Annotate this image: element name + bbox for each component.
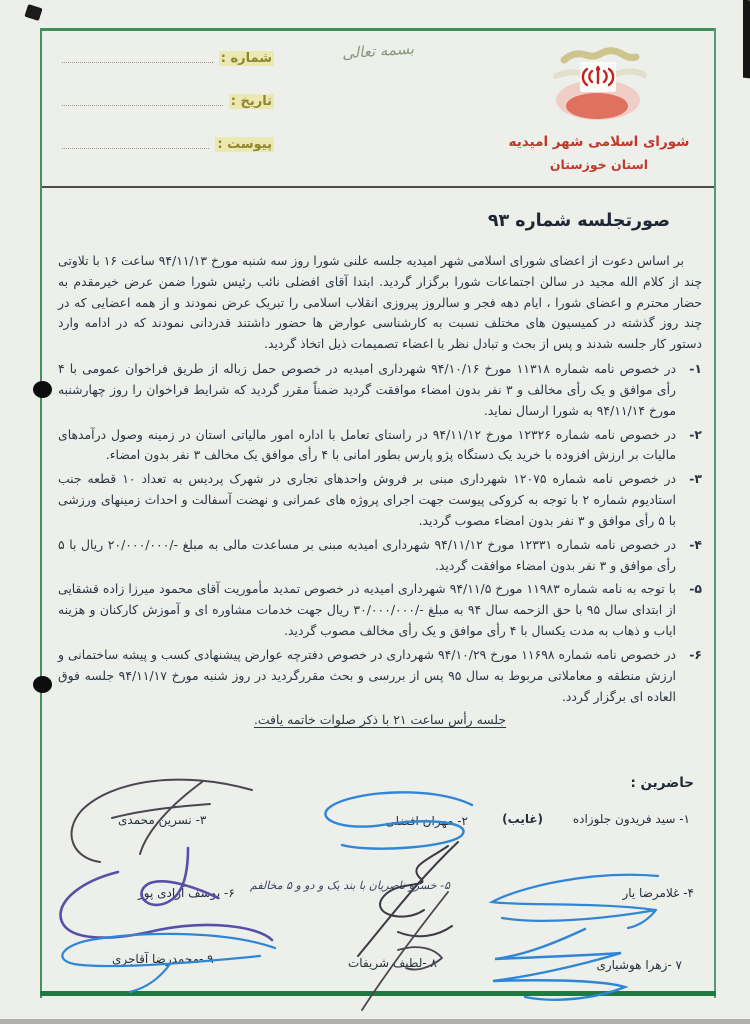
resolution-item-4	[58, 535, 702, 577]
attendee-5-naserian	[250, 879, 450, 892]
item-number: ۱-	[689, 361, 702, 377]
scan-artifact-top-right	[743, 0, 750, 78]
attendee-6-azadipour	[138, 886, 235, 900]
attendee-name: ۱- سید فریدون جلوزاده	[572, 812, 690, 826]
item-text: در خصوص نامه شماره ۱۲۳۳۱ مورخ ۹۴/۱۱/۱۲ شهرداری امیدیه مبنی بر مساعدت مالی به مبلغ -/۲۰/۰۰۰/۰۰۰ ریال با ۵ رأی موافق و ۳ نفر بدون امضاء موافقت گردید.	[58, 536, 677, 573]
frame-bottom-line	[40, 991, 716, 996]
item-number: ۶-	[689, 646, 702, 662]
item-text: در خصوص نامه شماره ۱۱۳۱۸ مورخ ۹۴/۱۰/۱۶ شهرداری امیدیه در خصوص حمل زباله از طریق فراخوان عمومی با ۴ رأی موافق و یک رأی مخالف و ۳ نفر بدون امضاء موافقت گردید ضمناً مقرر گردید که شرایط فراخوان را روز چهارشنبه مورخ ۹۴/۱۱/۱۴ به شورا ارسال نماید.	[58, 361, 676, 418]
item-text: در خصوص نامه شماره ۱۲۰۷۵ شهرداری مبنی بر فروش واحدهای تجاری در شهرک پردیس به تعداد ۱۰ قطعه جنب استادیوم شماره ۲ با توجه به کروکی پیوست جهت اجرای پروژه های عمرانی و نهضت آسفالت و احداث زمینهای ورزشی با ۵ رأی موافق و ۳ نفر بدون امضاء مصوب گردید.	[58, 471, 676, 528]
attendee-1-jelozadeh	[502, 812, 690, 826]
item-number: ۴-	[689, 536, 702, 552]
attendee-name: ۶- یوسف آزادی پور	[138, 886, 235, 900]
attendee-name: ۹ -محمدرضا آقاجری	[112, 952, 214, 966]
closing-text: جلسه رأس ساعت ۲۱ با ذکر صلوات خاتمه یافت.	[253, 712, 507, 728]
hole-punch-mark	[33, 676, 52, 693]
attendee-8-sharifat	[348, 956, 437, 970]
item-text: در خصوص نامه شماره ۱۲۳۲۶ مورخ ۹۴/۱۱/۱۲ در راستای تعامل با اداره امور مالیاتی استان در زمینه وصول درآمدهای مالیات بر ارزش افزوده با خرید یک دستگاه پژو پارس بطور امانی با ۴ رأی موافق یک مخالف ۳ نفر بدون امضاء.	[58, 426, 676, 463]
org-province: استان خوزستان	[549, 157, 649, 172]
item-number: ۲-	[689, 426, 702, 442]
org-block	[494, 42, 704, 172]
resolution-item-5	[58, 579, 702, 641]
attendees-heading: حاضرین :	[630, 775, 694, 791]
hole-punch-mark	[33, 381, 52, 398]
org-name: شورای اسلامی شهر امیدیه	[508, 134, 690, 150]
minutes-body	[58, 251, 702, 731]
resolution-item-3	[58, 469, 702, 531]
signature-azadipour	[48, 842, 278, 967]
resolution-item-6	[58, 645, 702, 707]
attendee-name: ۵- خسرو ناصریان با بند یک و دو و ۵ مخالفم	[250, 879, 450, 892]
attachment-label: پیوست :	[217, 137, 272, 152]
intro-paragraph: بر اساس دعوت از اعضای شورای اسلامی شهر امیدیه جلسه علنی شورا روز سه شنبه مورخ ۹۴/۱۱/۱۳ ساعت ۱۶ با تلاوتی چند از کلام الله مجید در سالن اجتماعات شورا برگزار گردید. ابتدا آقای افضلی نائب رئیس شورا ضمن عرض خیرمقدم به حضار محترم و اعضای شورا ، ایام دهه فجر و سالروز پیروزی انقلاب اسلامی را تبریک عرض نمودند و از همه اعضایی که در چند روز گذشته در کمیسیون های مختلف نسبت به کارشناسی عوارض ها حضور داشتند قدردانی نمودند که در ادامه وارد دستور کار جلسه شدند و پس از بحث و تبادل نظر با اعضاء تصمیمات ذیل اتخاذ گردید.	[58, 253, 702, 352]
attendee-name: ۴- غلامرضا یار	[622, 886, 694, 900]
attendee-name: ۷ -زهرا هوشیاری	[596, 958, 682, 972]
item-number: ۳-	[689, 471, 702, 487]
attendee-name: ۲- مهران افضلی	[385, 814, 468, 828]
item-number: ۵-	[689, 581, 702, 597]
bismillah-calligraphy: بسمه تعالی	[341, 39, 415, 63]
resolution-item-2	[58, 425, 702, 467]
signature-naserian	[328, 840, 483, 960]
signature-sharifat	[338, 890, 468, 1015]
attachment-dotted-line	[62, 136, 209, 149]
scan-artifact-bottom	[0, 1019, 750, 1024]
attendee-3-mohammadi	[118, 813, 206, 827]
field-date	[62, 93, 274, 109]
attendee-7-hooshyari	[596, 958, 682, 972]
closing-line	[58, 710, 702, 731]
resolution-item-1	[58, 359, 702, 421]
attendee-9-aghajari	[112, 952, 214, 966]
number-dotted-line	[62, 50, 213, 63]
frame-right-line	[714, 28, 716, 998]
letterhead-fields	[62, 50, 274, 179]
absent-note: (غایب)	[502, 812, 544, 826]
field-number	[62, 50, 274, 66]
iran-emblem-seal-icon	[534, 42, 664, 128]
frame-left-line	[40, 28, 42, 998]
item-text: در خصوص نامه شماره ۱۱۶۹۸ مورخ ۹۴/۱۰/۲۹ شهرداری در خصوص دفترچه عوارض پیشنهادی کسب و پیشه ساختمانی و ارزش منطقه و معاملاتی مربوط به سال ۹۵ پس از بررسی و بحث مقررگردید در روز شنبه مورخ ۹۴/۱۱/۱۷ جلسه فوق العاده ای برگزار گردد.	[58, 646, 676, 704]
number-label: شماره :	[220, 51, 272, 66]
page-title: صورتجلسه شماره ۹۳	[487, 211, 670, 231]
attendee-name: ۸ -لطیف شریفات	[348, 956, 437, 970]
attendee-4-yar	[622, 886, 694, 900]
item-text: با توجه به نامه شماره ۱۱۹۸۳ مورخ ۹۴/۱۱/۵ شهرداری امیدیه در خصوص تمدید مأموریت آقای محمود میرزا زاده قشقایی از ابتدای سال ۹۵ با حق الزحمه سال ۹۴ به مبلغ -/۳۰/۰۰۰/۰۰۰ ریال جهت خدمات مشاوره ای و آموزش کارکنان و هزینه ایاب و ذهاب به مدت یکسال با ۴ رأی موافق و یک رأی مخالف مصوب گردید.	[58, 581, 676, 639]
scan-artifact-top-left	[24, 4, 42, 21]
field-attachment	[62, 136, 274, 152]
header-divider	[42, 186, 714, 188]
attendee-name: ۳- نسرین محمدی	[118, 813, 207, 827]
date-label: تاریخ :	[230, 94, 272, 109]
attendee-2-afzali	[385, 814, 468, 828]
frame-top-line	[40, 28, 716, 31]
date-dotted-line	[62, 93, 223, 106]
